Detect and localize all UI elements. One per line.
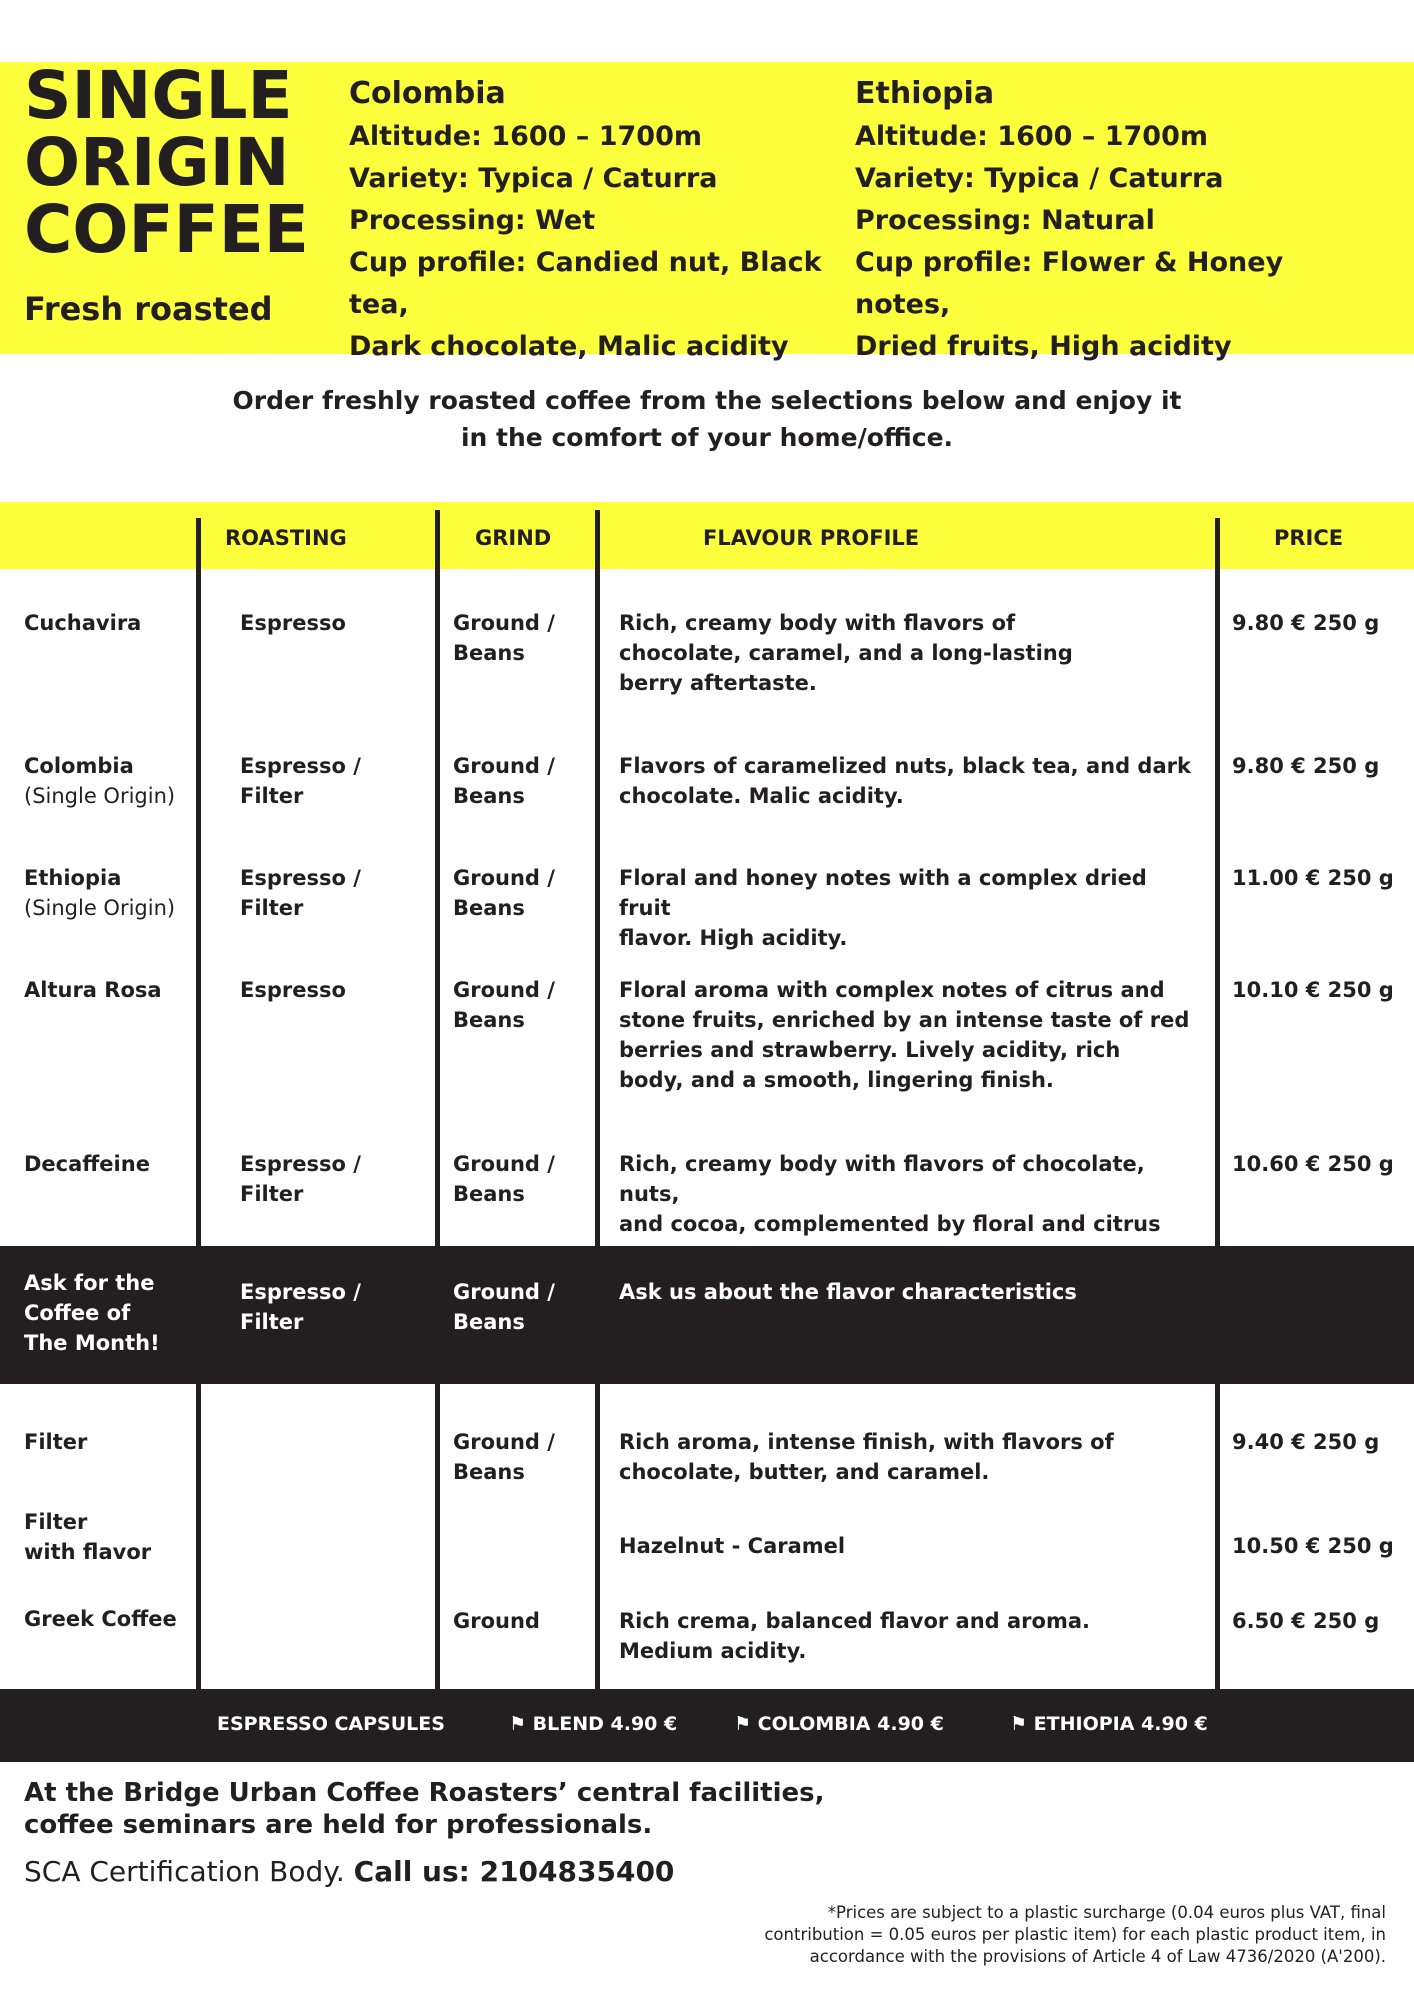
flavour-text: Ask us about the flavor characteristics xyxy=(619,1280,1077,1304)
grind-value: Ground / Beans xyxy=(453,1280,555,1334)
flavour-text: Hazelnut - Caramel xyxy=(619,1534,846,1558)
grind-value: Ground / Beans xyxy=(453,611,555,665)
product-name: Filter with flavor xyxy=(24,1510,152,1564)
phone-number[interactable]: Call us: 2104835400 xyxy=(353,1855,675,1888)
price-value: 10.10 € 250 g xyxy=(1232,978,1394,1002)
price-value: 6.50 € 250 g xyxy=(1232,1609,1380,1633)
roasting-value: Espresso xyxy=(240,611,346,635)
column-divider xyxy=(595,1384,600,1689)
grind-value: Ground / Beans xyxy=(453,978,555,1032)
flavour-text: Flavors of caramelized nuts, black tea, and dark chocolate. Malic acidity. xyxy=(619,754,1191,808)
capsule-item: ⚑ BLEND 4.90 € xyxy=(509,1713,678,1735)
header-price: PRICE xyxy=(1274,526,1344,550)
flavour-text: Floral and honey notes with a complex dried fruit flavor. High acidity. xyxy=(619,866,1147,950)
page-title: SINGLE ORIGIN COFFEE xyxy=(24,57,309,268)
product-name: Cuchavira xyxy=(24,611,142,635)
flag-icon: ⚑ xyxy=(1010,1713,1028,1735)
grind-value: Ground / Beans xyxy=(453,754,555,808)
column-divider xyxy=(1215,518,1220,1246)
roasting-value: Espresso / Filter xyxy=(240,1152,361,1206)
capsule-item: ⚑ COLOMBIA 4.90 € xyxy=(734,1713,944,1735)
subtitle: Fresh roasted xyxy=(24,290,273,328)
roasting-value: Espresso / Filter xyxy=(240,754,361,808)
product-name: Decaffeine xyxy=(24,1152,150,1176)
column-divider xyxy=(196,1384,201,1689)
flavour-text: Rich crema, balanced flavor and aroma. Medium acidity. xyxy=(619,1609,1090,1663)
flag-icon: ⚑ xyxy=(509,1713,527,1735)
ethiopia-origin-info: Ethiopia Altitude: 1600 – 1700m Variety: Typica / Caturra Processing: Natural Cup profile: Flower & Honey notes, Dried fruits, High acidity xyxy=(855,76,1284,362)
flavour-text: Rich aroma, intense finish, with flavors of chocolate, butter, and caramel. xyxy=(619,1430,1114,1484)
grind-value: Ground / Beans xyxy=(453,866,555,920)
contact-line: SCA Certification Body. Call us: 2104835400 xyxy=(24,1855,675,1888)
header-roasting: ROASTING xyxy=(225,526,347,550)
flavour-text: Floral aroma with complex notes of citrus and stone fruits, enriched by an intense taste of red berries and strawberry. Lively acidity, rich body, and a smooth, lingering finish. xyxy=(619,978,1190,1092)
roasting-value: Espresso / Filter xyxy=(240,1280,361,1334)
header-flavour-profile: FLAVOUR PROFILE xyxy=(703,526,920,550)
grind-value: Ground xyxy=(453,1609,540,1633)
capsule-item: ⚑ ETHIOPIA 4.90 € xyxy=(1010,1713,1208,1735)
column-divider xyxy=(595,510,600,1246)
header-grind: GRIND xyxy=(475,526,552,550)
grind-value: Ground / Beans xyxy=(453,1430,555,1484)
price-value: 10.60 € 250 g xyxy=(1232,1152,1394,1176)
flag-icon: ⚑ xyxy=(734,1713,752,1735)
roasting-value: Espresso / Filter xyxy=(240,866,361,920)
product-name: Filter xyxy=(24,1430,88,1454)
intro-text: Order freshly roasted coffee from the selections below and enjoy it in the comfort of your home/office. xyxy=(232,386,1182,452)
price-value: 9.40 € 250 g xyxy=(1232,1430,1380,1454)
product-name: Greek Coffee xyxy=(24,1607,177,1631)
price-footnote: *Prices are subject to a plastic surcharge (0.04 euros plus VAT, final contribution = 0.05 euros per plastic item) for each plastic product item, in accordance with the provisions of Article 4 of Law 4736/2020 (A'200). xyxy=(764,1903,1386,1966)
coffee-of-month-name: Ask for the Coffee of The Month! xyxy=(24,1271,160,1355)
column-divider xyxy=(435,510,440,1246)
price-value: 9.80 € 250 g xyxy=(1232,611,1380,635)
column-divider xyxy=(1215,1384,1220,1689)
column-divider xyxy=(435,1384,440,1689)
capsules-label: ESPRESSO CAPSULES xyxy=(217,1713,445,1735)
grind-value: Ground / Beans xyxy=(453,1152,555,1206)
product-name: Colombia (Single Origin) xyxy=(24,754,176,808)
roasting-value: Espresso xyxy=(240,978,346,1002)
price-value: 11.00 € 250 g xyxy=(1232,866,1394,890)
column-divider xyxy=(196,518,201,1246)
coffee-of-month-band xyxy=(0,1246,1414,1384)
product-name: Ethiopia (Single Origin) xyxy=(24,866,176,920)
flavour-text: Rich, creamy body with flavors of chocolate, nuts, and cocoa, complemented by floral and citrus xyxy=(619,1152,1161,1236)
seminar-text: At the Bridge Urban Coffee Roasters’ central facilities, coffee seminars are held for professionals. xyxy=(24,1778,825,1840)
flavour-text: Rich, creamy body with flavors of chocolate, caramel, and a long-lasting berry aftertaste. xyxy=(619,611,1073,695)
product-name: Altura Rosa xyxy=(24,978,162,1002)
colombia-origin-info: Colombia Altitude: 1600 – 1700m Variety: Typica / Caturra Processing: Wet Cup profile: Candied nut, Black tea, Dark chocolate, Malic acidity xyxy=(349,76,822,362)
price-value: 9.80 € 250 g xyxy=(1232,754,1380,778)
price-value: 10.50 € 250 g xyxy=(1232,1534,1394,1558)
